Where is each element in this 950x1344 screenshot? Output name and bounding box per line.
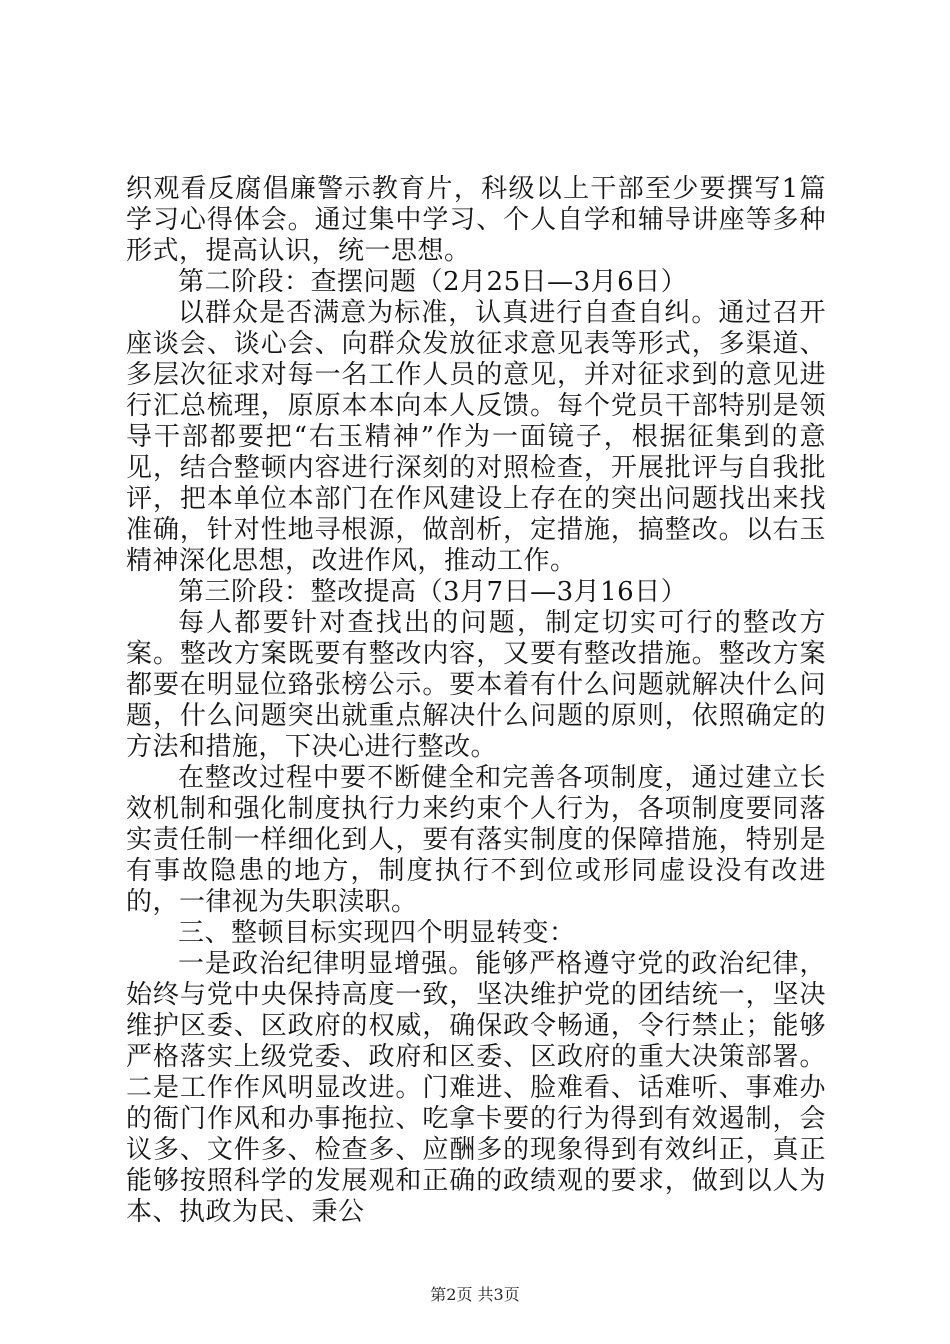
heading-stage-three: 第三阶段：整改提高（3月7日—3月16日）: [178, 577, 688, 607]
document-body: [126, 174, 826, 1228]
paragraph-stage-two-body: 以群众是否满意为标准，认真进行自查自纠。通过召开座谈会、谈心会、向群众发放征求意见表等形式，多渠道、多层次征求对每一名工作人员的意见，并对征求到的意见进行汇总梳理，原原本本向本人反馈。每个党员干部特别是领导干部都要把“右玉精神”作为一面镜子，根据征集到的意见，结合整顿内容进行深刻的对照检查，开展批评与自我批评，把本单位本部门在作风建设上存在的突出问题找出来找准确，针对性地寻根源，做剖析，定措施，搞整改。以右玉精神深化思想，改进作风，推动工作。: [126, 298, 826, 576]
paragraph-stage-three-body: 每人都要针对查找出的问题，制定切实可行的整改方案。整改方案既要有整改内容，又要有整改措施。整改方案都要在明显位臵张榜公示。要本着有什么问题就解决什么问题，什么问题突出就重点解决什么问题的原则，依照确定的方法和措施，下决心进行整改。: [126, 608, 826, 762]
paragraph-continuation: 织观看反腐倡廉警示教育片，科级以上干部至少要撰写1篇学习心得体会。通过集中学习、个人自学和辅导讲座等多种形式，提高认识，统一思想。: [126, 174, 826, 266]
paragraph-goals: 一是政治纪律明显增强。能够严格遵守党的政治纪律，始终与党中央保持高度一致，坚决维护党的团结统一，坚决维护区委、区政府的权威，确保政令畅通，令行禁止；能够严格落实上级党委、政府和区委、区政府的重大决策部署。二是工作作风明显改进。门难进、脸难看、话难听、事难办的衙门作风和办事拖拉、吃拿卡要的行为得到有效遏制，会议多、文件多、检查多、应酬多的现象得到有效纠正，真正能够按照科学的发展观和正确的政绩观的要求，做到以人为本、执政为民、秉公: [126, 949, 826, 1227]
heading-stage-two: 第二阶段：查摆问题（2月25日—3月6日）: [178, 267, 688, 297]
paragraph-rectification: 在整改过程中要不断健全和完善各项制度，通过建立长效机制和强化制度执行力来约束个人行为，各项制度要同落实责任制一样细化到人，要有落实制度的保障措施，特别是有事故隐患的地方，制度执行不到位或形同虚设没有改进的，一律视为失职渎职。: [126, 763, 826, 917]
page-number: 第2页 共3页: [430, 1285, 520, 1304]
heading-section-three: 三、整顿目标实现四个明显转变：: [178, 918, 576, 948]
